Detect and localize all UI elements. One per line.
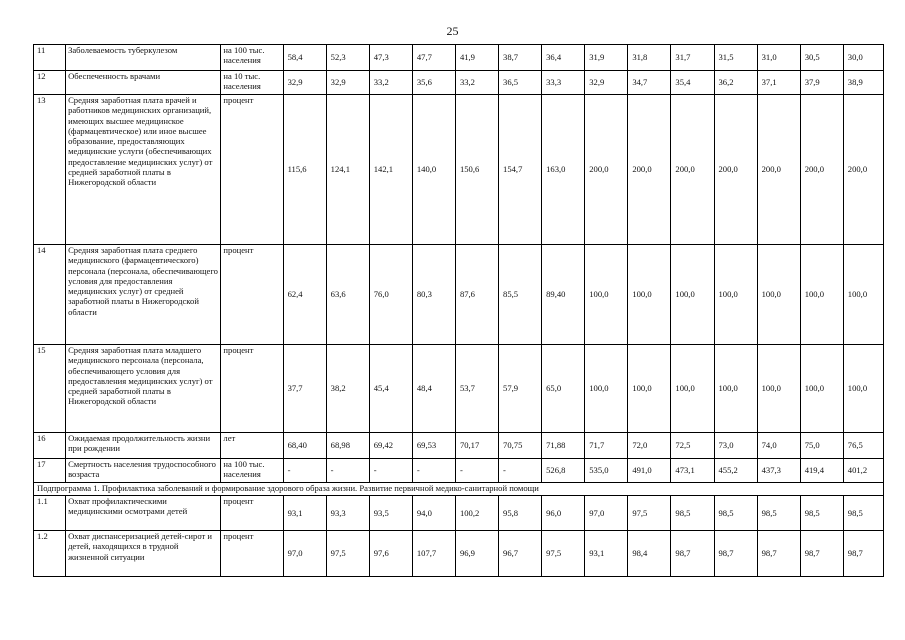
value-cell: 200,0 (628, 95, 671, 245)
value-cell: 31,0 (757, 45, 800, 71)
value-cell: 97,6 (369, 531, 412, 577)
value-cell: 98,5 (757, 496, 800, 531)
value-cell: 31,7 (671, 45, 714, 71)
value-cell: 98,7 (843, 531, 883, 577)
value-cell: 74,0 (757, 433, 800, 459)
value-cell: 97,0 (283, 531, 326, 577)
value-cell: 97,5 (326, 531, 369, 577)
value-cell: 97,0 (585, 496, 628, 531)
indicator-name: Средняя заработная плата младшего медицинского персонала (персонала, обеспечивающего условия для предоставления медицинских услуг) от средней заработной платы в Нижегородской области (66, 345, 221, 433)
value-cell: 200,0 (671, 95, 714, 245)
value-cell: 154,7 (499, 95, 542, 245)
value-cell: 98,5 (843, 496, 883, 531)
value-cell: 41,9 (455, 45, 498, 71)
value-cell: 71,7 (585, 433, 628, 459)
value-cell: 98,4 (628, 531, 671, 577)
value-cell: 38,7 (499, 45, 542, 71)
value-cell: 47,7 (412, 45, 455, 71)
value-cell: 140,0 (412, 95, 455, 245)
value-cell: 85,5 (499, 245, 542, 345)
value-cell: - (369, 459, 412, 483)
value-cell: 97,5 (628, 496, 671, 531)
value-cell: 32,9 (283, 71, 326, 95)
value-cell: 71,88 (542, 433, 585, 459)
table-row (34, 95, 884, 245)
value-cell: 98,7 (671, 531, 714, 577)
page-number: 25 (446, 24, 459, 38)
indicator-name: Охват диспансеризацией детей-сирот и детей, находящихся в трудной жизненной ситуации (66, 531, 221, 577)
value-cell: 33,3 (542, 71, 585, 95)
value-cell: 98,5 (714, 496, 757, 531)
table-row (34, 245, 884, 345)
value-cell: 535,0 (585, 459, 628, 483)
table-row (34, 496, 884, 531)
value-cell: 100,0 (800, 345, 843, 433)
indicator-name: Средняя заработная плата среднего медицинского (фармацевтического) персонала (персонала, обеспечивающего условия для предоставления медицинских услуг) от средней заработной платы в Нижегородской области (66, 245, 221, 345)
value-cell: 200,0 (585, 95, 628, 245)
value-cell: 455,2 (714, 459, 757, 483)
value-cell: - (455, 459, 498, 483)
value-cell: 34,7 (628, 71, 671, 95)
indicator-name: Охват профилактическими медицинскими осмотрами детей (66, 496, 221, 531)
value-cell: 98,5 (800, 496, 843, 531)
value-cell: 96,0 (542, 496, 585, 531)
value-cell: 96,7 (499, 531, 542, 577)
unit-cell: процент (221, 345, 283, 433)
value-cell: 100,0 (628, 245, 671, 345)
value-cell: 36,5 (499, 71, 542, 95)
value-cell: 65,0 (542, 345, 585, 433)
value-cell: 100,0 (800, 245, 843, 345)
value-cell: - (283, 459, 326, 483)
value-cell: 100,0 (628, 345, 671, 433)
value-cell: 89,40 (542, 245, 585, 345)
value-cell: - (326, 459, 369, 483)
value-cell: 38,9 (843, 71, 883, 95)
table-row (34, 71, 884, 95)
value-cell: 437,3 (757, 459, 800, 483)
value-cell: 35,6 (412, 71, 455, 95)
value-cell: 31,5 (714, 45, 757, 71)
row-number: 11 (34, 45, 66, 71)
indicator-name: Ожидаемая продолжительность жизни при рождении (66, 433, 221, 459)
value-cell: 200,0 (757, 95, 800, 245)
value-cell: 68,40 (283, 433, 326, 459)
value-cell: 70,75 (499, 433, 542, 459)
value-cell: 93,1 (283, 496, 326, 531)
table-row (34, 45, 884, 71)
row-number: 13 (34, 95, 66, 245)
value-cell: 69,42 (369, 433, 412, 459)
value-cell: - (412, 459, 455, 483)
value-cell: 200,0 (843, 95, 883, 245)
value-cell: 31,9 (585, 45, 628, 71)
indicator-name: Смертность населения трудоспособного возраста (66, 459, 221, 483)
value-cell: 80,3 (412, 245, 455, 345)
value-cell: 47,3 (369, 45, 412, 71)
value-cell: 72,5 (671, 433, 714, 459)
indicators-table (33, 44, 884, 577)
indicator-name: Заболеваемость туберкулезом (66, 45, 221, 71)
value-cell: 526,8 (542, 459, 585, 483)
value-cell: 69,53 (412, 433, 455, 459)
value-cell: 115,6 (283, 95, 326, 245)
value-cell: 36,4 (542, 45, 585, 71)
value-cell: 76,0 (369, 245, 412, 345)
value-cell: 95,8 (499, 496, 542, 531)
value-cell: 87,6 (455, 245, 498, 345)
value-cell: - (499, 459, 542, 483)
value-cell: 38,2 (326, 345, 369, 433)
value-cell: 33,2 (369, 71, 412, 95)
value-cell: 163,0 (542, 95, 585, 245)
value-cell: 100,0 (757, 245, 800, 345)
unit-cell: на 10 тыс. населения (221, 71, 283, 95)
value-cell: 100,0 (757, 345, 800, 433)
unit-cell: лет (221, 433, 283, 459)
row-number: 1.1 (34, 496, 66, 531)
value-cell: 98,7 (757, 531, 800, 577)
value-cell: 100,0 (585, 345, 628, 433)
value-cell: 48,4 (412, 345, 455, 433)
unit-cell: процент (221, 95, 283, 245)
row-number: 14 (34, 245, 66, 345)
row-number: 15 (34, 345, 66, 433)
value-cell: 73,0 (714, 433, 757, 459)
value-cell: 96,9 (455, 531, 498, 577)
value-cell: 62,4 (283, 245, 326, 345)
row-number: 16 (34, 433, 66, 459)
value-cell: 491,0 (628, 459, 671, 483)
unit-cell: на 100 тыс. населения (221, 45, 283, 71)
value-cell: 419,4 (800, 459, 843, 483)
unit-cell: процент (221, 531, 283, 577)
value-cell: 94,0 (412, 496, 455, 531)
value-cell: 72,0 (628, 433, 671, 459)
value-cell: 473,1 (671, 459, 714, 483)
value-cell: 52,3 (326, 45, 369, 71)
row-number: 12 (34, 71, 66, 95)
value-cell: 37,1 (757, 71, 800, 95)
value-cell: 401,2 (843, 459, 883, 483)
value-cell: 33,2 (455, 71, 498, 95)
value-cell: 70,17 (455, 433, 498, 459)
value-cell: 93,5 (369, 496, 412, 531)
value-cell: 100,0 (843, 245, 883, 345)
table-row (34, 345, 884, 433)
value-cell: 35,4 (671, 71, 714, 95)
subprogram-row (34, 483, 884, 496)
value-cell: 200,0 (800, 95, 843, 245)
value-cell: 31,8 (628, 45, 671, 71)
value-cell: 37,9 (800, 71, 843, 95)
indicator-name: Обеспеченность врачами (66, 71, 221, 95)
value-cell: 37,7 (283, 345, 326, 433)
row-number: 17 (34, 459, 66, 483)
table-row (34, 433, 884, 459)
value-cell: 98,5 (671, 496, 714, 531)
value-cell: 68,98 (326, 433, 369, 459)
value-cell: 100,0 (671, 345, 714, 433)
value-cell: 124,1 (326, 95, 369, 245)
value-cell: 45,4 (369, 345, 412, 433)
value-cell: 100,0 (714, 345, 757, 433)
value-cell: 58,4 (283, 45, 326, 71)
value-cell: 36,2 (714, 71, 757, 95)
value-cell: 93,1 (585, 531, 628, 577)
indicator-name: Средняя заработная плата врачей и работников медицинских организаций, имеющих высшее медицинское (фармацевтическое) или иное высшее образование, предоставляющих медицинские услуги (обеспечивающих предоставление медицинских услуг) от средней заработной платы в Нижегородской области (66, 95, 221, 245)
row-number: 1.2 (34, 531, 66, 577)
unit-cell: процент (221, 496, 283, 531)
value-cell: 100,0 (671, 245, 714, 345)
value-cell: 200,0 (714, 95, 757, 245)
value-cell: 100,2 (455, 496, 498, 531)
value-cell: 100,0 (714, 245, 757, 345)
value-cell: 98,7 (714, 531, 757, 577)
value-cell: 107,7 (412, 531, 455, 577)
value-cell: 100,0 (585, 245, 628, 345)
value-cell: 142,1 (369, 95, 412, 245)
value-cell: 30,5 (800, 45, 843, 71)
value-cell: 57,9 (499, 345, 542, 433)
unit-cell: процент (221, 245, 283, 345)
value-cell: 32,9 (585, 71, 628, 95)
table-row (34, 531, 884, 577)
value-cell: 76,5 (843, 433, 883, 459)
value-cell: 150,6 (455, 95, 498, 245)
value-cell: 97,5 (542, 531, 585, 577)
value-cell: 100,0 (843, 345, 883, 433)
value-cell: 30,0 (843, 45, 883, 71)
value-cell: 98,7 (800, 531, 843, 577)
value-cell: 53,7 (455, 345, 498, 433)
value-cell: 93,3 (326, 496, 369, 531)
value-cell: 63,6 (326, 245, 369, 345)
unit-cell: на 100 тыс. населения (221, 459, 283, 483)
value-cell: 32,9 (326, 71, 369, 95)
subprogram-title: Подпрограмма 1. Профилактика заболеваний и формирование здорового образа жизни. Развитие первичной медико-санитарной помощи (34, 483, 884, 496)
value-cell: 75,0 (800, 433, 843, 459)
table-row (34, 459, 884, 483)
